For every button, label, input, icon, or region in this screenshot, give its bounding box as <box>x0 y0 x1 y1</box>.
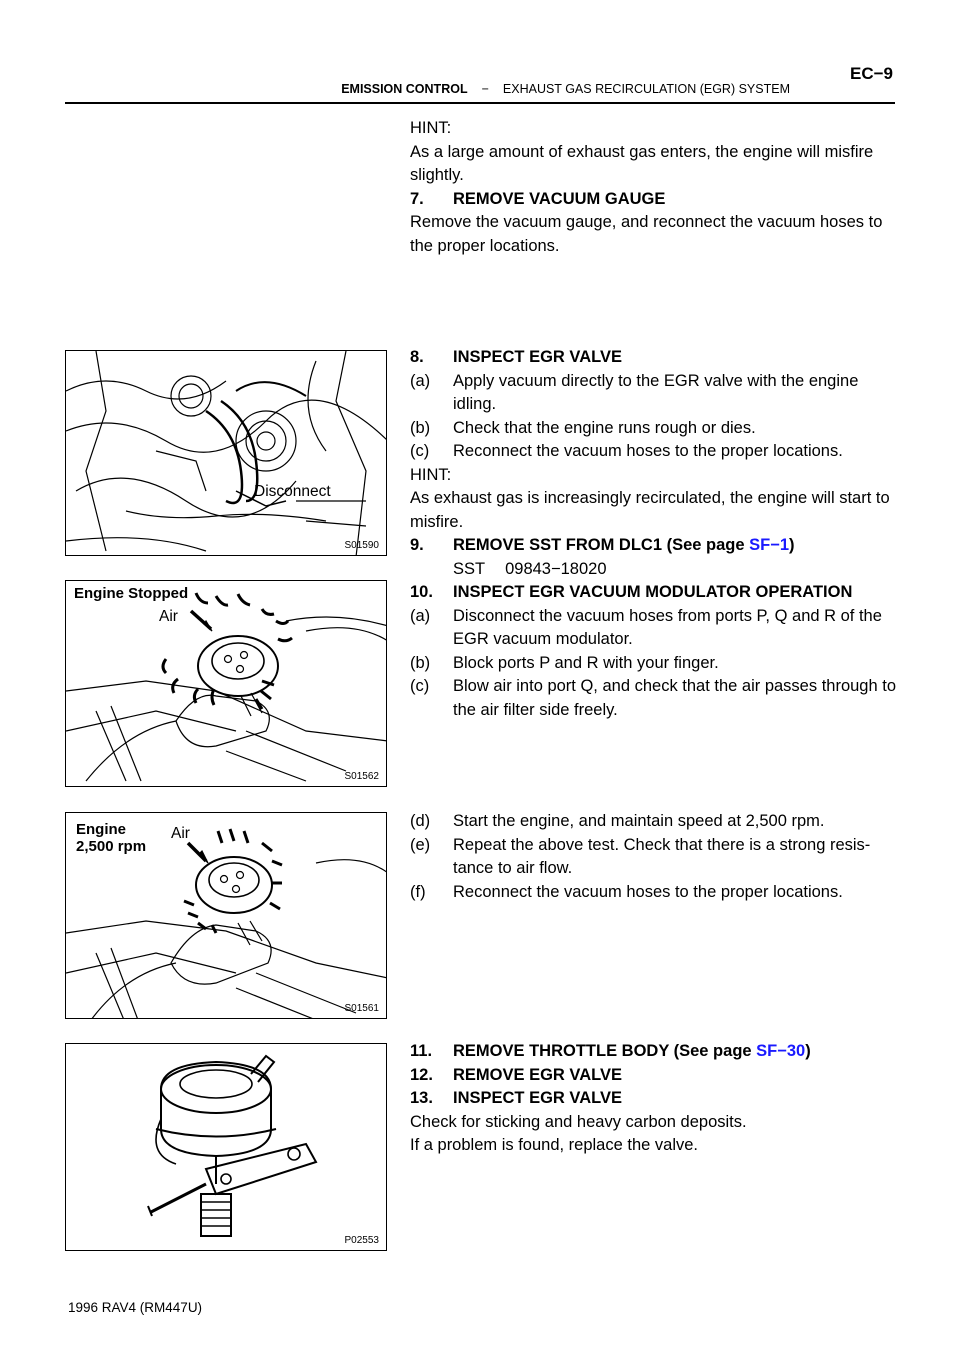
rpm-label: 2,500 rpm <box>76 838 147 855</box>
figure-id: S01561 <box>344 1003 379 1014</box>
sst-line <box>410 558 898 582</box>
header-section: EMISSION CONTROL <box>341 82 468 96</box>
substep-b <box>410 417 898 441</box>
step-title: REMOVE SST FROM DLC1 (See page <box>453 536 750 554</box>
substep-text: Repeat the above test. Check that there is a strong resis-tance to air flow. <box>453 835 871 877</box>
inspect-line-2: If a problem is found, replace the valve. <box>410 1136 698 1154</box>
step-7-text: Remove the vacuum gauge, and reconnect the vacuum hoses to the proper locations. <box>410 213 883 255</box>
text-block-3 <box>410 810 898 904</box>
inspect-line-1: Check for sticking and heavy carbon deposits. <box>410 1112 747 1131</box>
step-number: 7. <box>410 189 424 208</box>
modulator-stopped-illustration <box>66 581 387 787</box>
step-10 <box>410 581 898 605</box>
step-7 <box>410 188 898 212</box>
hint-label: HINT: <box>410 119 452 137</box>
text-block-1 <box>410 117 898 258</box>
substep-key: (c) <box>410 677 430 695</box>
text-block-4 <box>410 1040 898 1158</box>
substep-e <box>410 834 898 881</box>
substep-f <box>410 881 898 905</box>
substep-key: (a) <box>410 371 431 390</box>
step-number: 11. <box>410 1042 433 1060</box>
substep-text: Reconnect the vacuum hoses to the proper locations. <box>453 882 843 901</box>
substep-text: Blow air into port Q, and check that the air passes through to the air filter side freely. <box>453 677 896 719</box>
substep-c <box>410 440 898 464</box>
step-title: REMOVE THROTTLE BODY (See page <box>453 1042 757 1060</box>
step-title: INSPECT EGR VALVE <box>453 348 622 366</box>
egr-valve-illustration <box>66 1044 387 1251</box>
step-title: REMOVE VACUUM GAUGE <box>453 189 666 208</box>
air-label: Air <box>171 825 190 842</box>
air-label: Air <box>159 608 178 625</box>
page-link-sf1[interactable]: SF−1 <box>749 536 790 554</box>
substep-key: (d) <box>410 812 431 830</box>
substep-key: (f) <box>410 882 426 901</box>
step-title: INSPECT EGR VALVE <box>453 1089 622 1107</box>
step-number: 8. <box>410 348 424 366</box>
substep-key: (b) <box>410 653 431 672</box>
sst-label: SST <box>453 559 486 578</box>
text-block-2 <box>410 346 898 722</box>
step-9 <box>410 534 898 558</box>
hint-text: As exhaust gas is increasingly recirculated, the engine will start to misfire. <box>410 489 890 531</box>
substep-text: Disconnect the vacuum hoses from ports P, Q and R of the EGR vacuum modulator. <box>453 606 882 648</box>
step-number: 12. <box>410 1065 433 1084</box>
figure-id: S01562 <box>344 771 379 782</box>
figure-egr-vacuum-hoses <box>65 350 387 556</box>
disconnect-label: Disconnect <box>254 483 331 500</box>
substep-text: Reconnect the vacuum hoses to the proper locations. <box>453 442 843 460</box>
step-title: INSPECT EGR VACUUM MODULATOR OPERATION <box>453 583 853 601</box>
engine-label: Engine <box>76 821 127 838</box>
step-title: REMOVE EGR VALVE <box>453 1065 622 1084</box>
step-number: 10. <box>410 583 433 601</box>
step-13 <box>410 1087 898 1111</box>
figure-modulator-2500rpm <box>65 812 387 1019</box>
substep-b <box>410 652 898 676</box>
header-subsection: EXHAUST GAS RECIRCULATION (EGR) SYSTEM <box>502 82 790 96</box>
step-11 <box>410 1040 898 1064</box>
substep-text: Start the engine, and maintain speed at 2,500 rpm. <box>453 812 825 830</box>
page-number: EC−9 <box>850 64 893 83</box>
substep-key: (a) <box>410 606 431 625</box>
figure-egr-valve <box>65 1043 387 1251</box>
substep-text: Block ports P and R with your finger. <box>453 653 719 672</box>
step-close: ) <box>805 1042 811 1060</box>
substep-key: (c) <box>410 442 430 460</box>
figure-id: S01590 <box>344 540 379 551</box>
step-close: ) <box>789 536 795 554</box>
substep-c <box>410 675 898 722</box>
substep-key: (e) <box>410 835 431 854</box>
step-12 <box>410 1064 898 1088</box>
figure-id: P02553 <box>344 1235 379 1246</box>
figure-modulator-engine-stopped <box>65 580 387 787</box>
substep-text: Apply vacuum directly to the EGR valve with the engine idling. <box>453 371 859 413</box>
engine-hoses-illustration <box>66 351 387 556</box>
substep-key: (b) <box>410 418 431 437</box>
page-header <box>65 60 895 104</box>
sst-number: 09843−18020 <box>505 559 607 578</box>
engine-stopped-label: Engine Stopped <box>74 585 189 602</box>
page-link-sf30[interactable]: SF−30 <box>756 1042 806 1060</box>
substep-a <box>410 605 898 652</box>
step-number: 13. <box>410 1089 433 1107</box>
substep-text: Check that the engine runs rough or dies. <box>453 418 756 437</box>
hint-label: HINT: <box>410 465 452 484</box>
page-footer: 1996 RAV4 (RM447U) <box>68 1300 203 1315</box>
step-number: 9. <box>410 536 424 554</box>
step-8 <box>410 346 898 370</box>
hint-text: As a large amount of exhaust gas enters, the engine will misfire slightly. <box>410 142 874 184</box>
substep-a <box>410 370 898 417</box>
header-title <box>341 82 790 96</box>
substep-d <box>410 810 898 834</box>
header-dash: − <box>481 82 489 96</box>
